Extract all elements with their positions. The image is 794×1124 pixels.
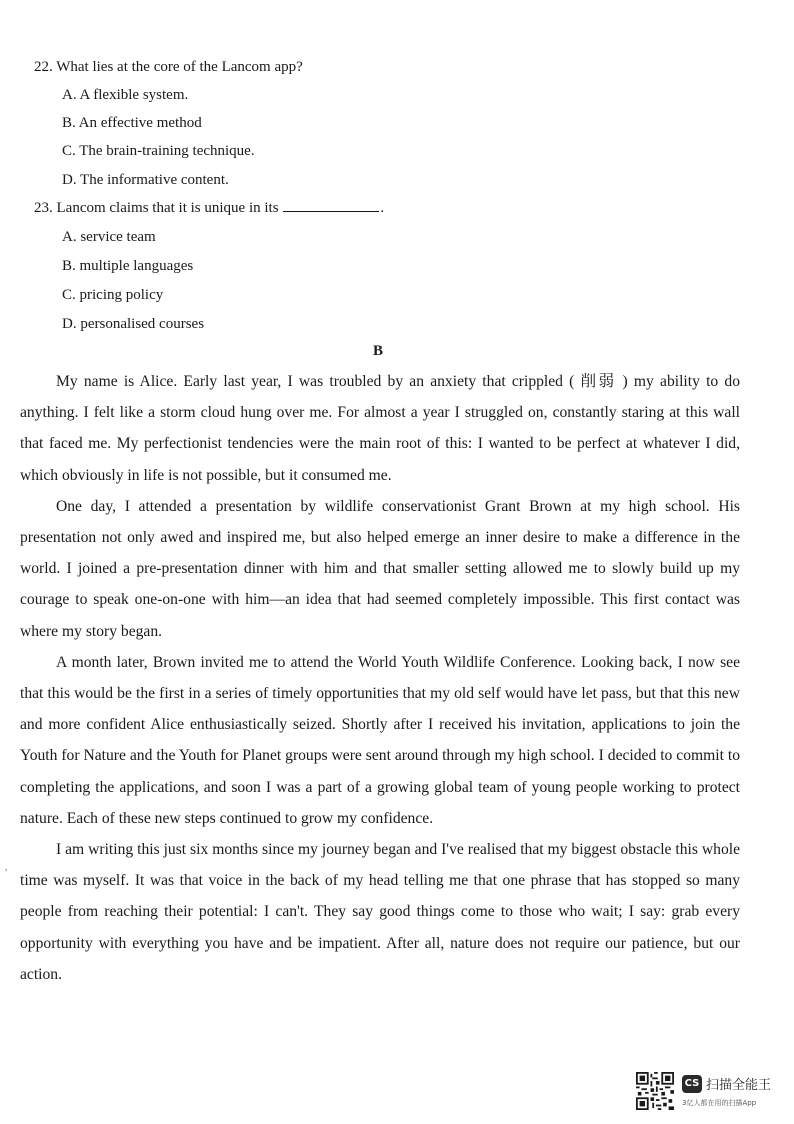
answer-blank (283, 199, 379, 212)
question-23-stem-end: . (380, 200, 385, 216)
question-23-stem-text: 23. Lancom claims that it is unique in its (34, 200, 279, 216)
scanner-brand-name: 扫描全能王 (706, 1078, 772, 1093)
section-heading: B (372, 343, 383, 359)
question-23-option-d: D. personalised courses (62, 316, 205, 332)
passage-paragraph-4: I am writing this just six months since my journey began and I've realised that my biggest obstacle this whole time was myself. It was that voice in the back of my head telling me that one phrase that has stopped so many people from reaching their potential: I can't. They say good things come to those who wait; I say: grab every opportunity with everything you have and be impatient. After all, nature does not require our patience, but our action. (20, 841, 740, 983)
camscanner-logo-icon: CS (682, 1075, 702, 1093)
question-22-option-c: C. The brain-training technique. (62, 143, 255, 159)
passage-paragraph-1: My name is Alice. Early last year, I was troubled by an anxiety that crippled ( 削弱 ) my ability to do anything. I felt like a storm cloud hung over me. For almost a year I struggled on, constantly staring at this wall that faced me. My perfectionist tendencies were the main root of this: I wanted to be perfect at whatever I did, which obviously in life is not possible, but it consumed me. (20, 373, 740, 484)
question-23-option-b: B. multiple languages (62, 258, 194, 274)
scan-artifact-mark: , (5, 862, 8, 872)
scanner-brand-tagline: 3亿人都在用的扫描App (682, 1099, 757, 1107)
question-22-option-d: D. The informative content. (62, 172, 229, 188)
question-22-stem: 22. What lies at the core of the Lancom app? (34, 59, 303, 75)
question-23-stem (34, 199, 384, 217)
question-22-option-b: B. An effective method (62, 115, 202, 131)
passage-paragraph-3: A month later, Brown invited me to attend the World Youth Wildlife Conference. Looking back, I now see that this would be the first in a series of timely opportunities that my old self would have let pass, but that this new and more confident Alice enthusiastically seized. Shortly after I received his invitation, applications to join the Youth for Nature and the Youth for Planet groups were sent around through my high school. I decided to commit to completing the applications, and soon I was a part of a growing global team of young people working to protect nature. Each of these new steps continued to grow my confidence. (20, 653, 740, 827)
passage-paragraph-2: One day, I attended a presentation by wildlife conservationist Grant Brown at my high school. His presentation not only awed and inspired me, but also helped emerge an inner desire to make a difference in the world. I joined a pre-presentation dinner with him and that smaller setting allowed me to slowly build up my courage to speak one-on-one with him—an idea that had seemed completely impossible. This first contact was where my story began. (20, 497, 740, 640)
qr-code-icon (636, 1072, 674, 1110)
question-23-option-a: A. service team (62, 229, 156, 245)
question-22-option-a: A. A flexible system. (62, 87, 189, 103)
scanner-watermark (636, 1072, 781, 1112)
reading-passage (20, 366, 740, 990)
question-23-option-c: C. pricing policy (62, 287, 164, 303)
